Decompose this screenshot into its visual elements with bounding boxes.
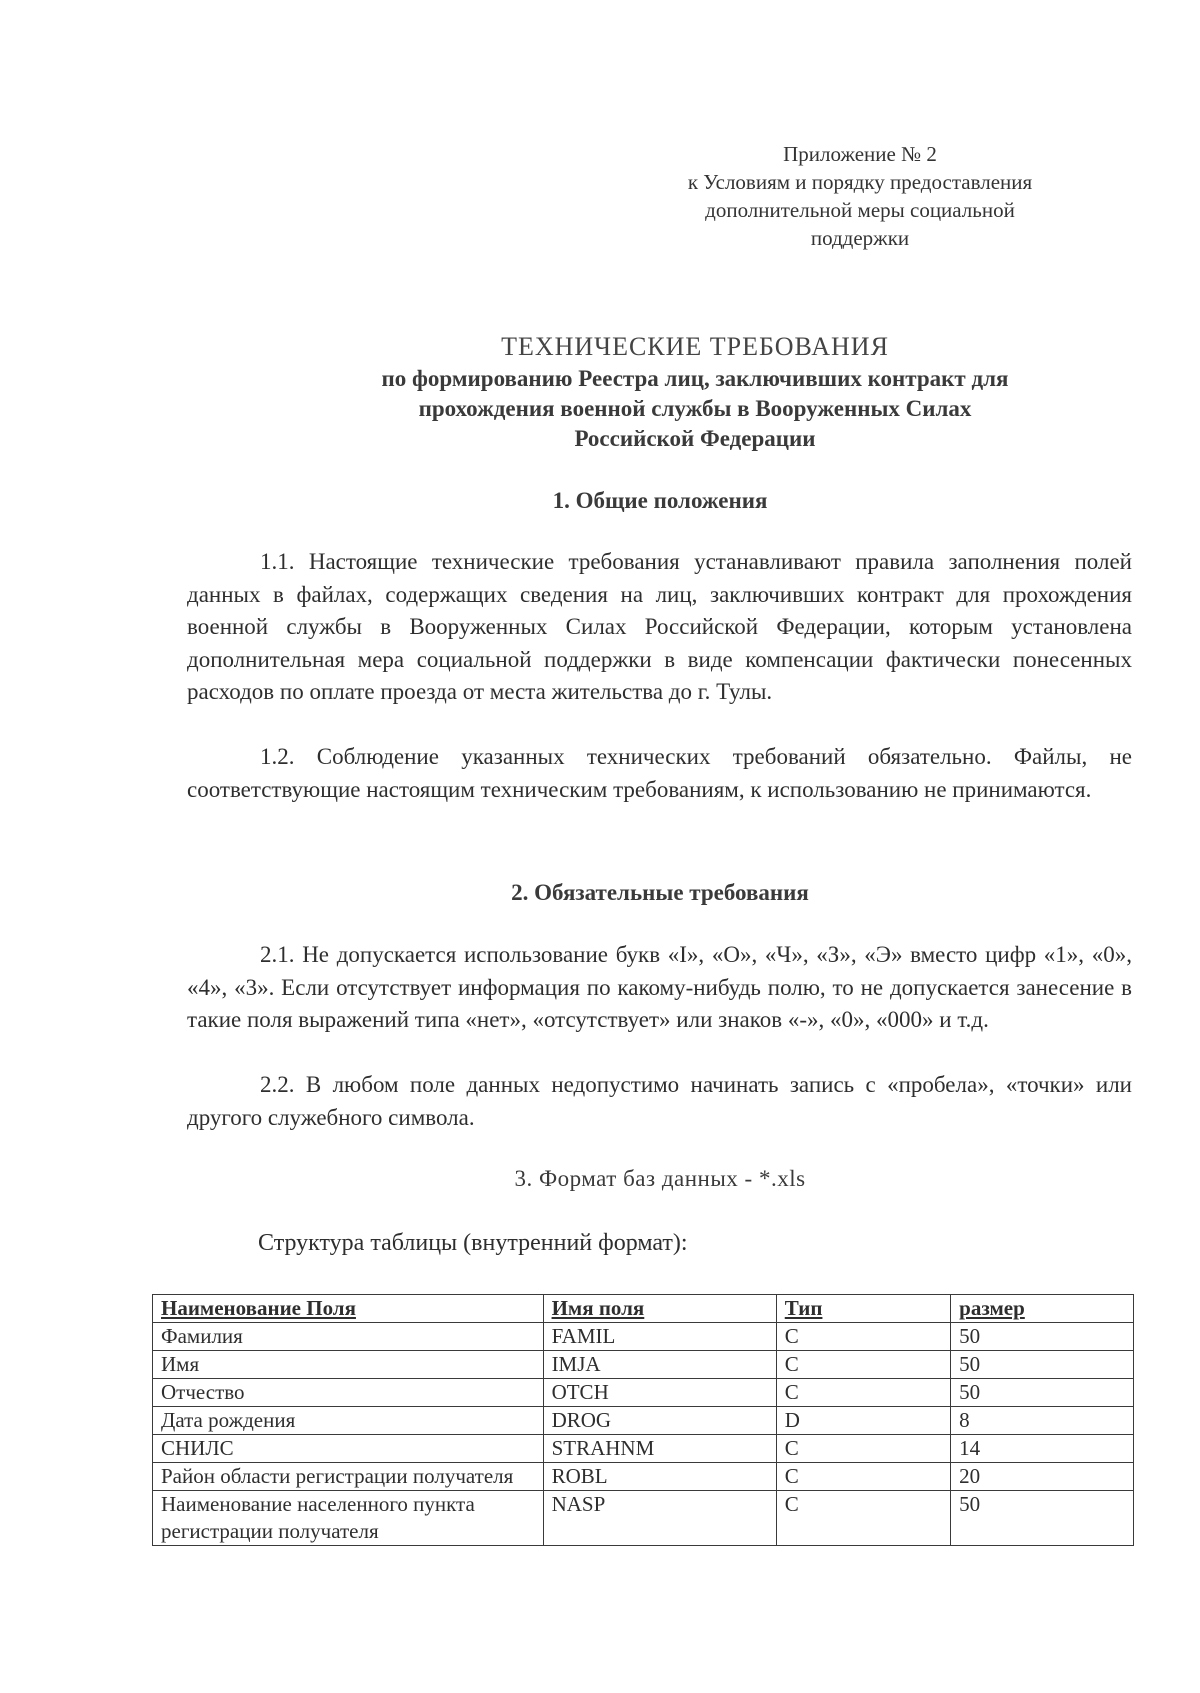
cell-type: C: [776, 1435, 950, 1463]
subtitle-line: прохождения военной службы в Вооруженных Силах: [418, 396, 972, 421]
header-size: размер: [951, 1295, 1134, 1323]
cell-size: 50: [951, 1351, 1134, 1379]
header-field-name: Имя поля: [543, 1295, 776, 1323]
cell-title: Имя: [153, 1351, 544, 1379]
table-row: [153, 1435, 1134, 1463]
cell-size: 50: [951, 1379, 1134, 1407]
table-row: [153, 1379, 1134, 1407]
cell-name: STRAHNM: [543, 1435, 776, 1463]
paragraph-2-1: 2.1. Не допускается использование букв «I», «О», «Ч», «З», «Э» вместо цифр «1», «0», «4», «3». Если отсутствует информация по какому-нибудь полю, то не допускается занесение в такие поля выражений типа «нет», «отсутствует» или знаков «-», «0», «000» и т.д.: [187, 942, 1132, 1032]
cell-size: 20: [951, 1463, 1134, 1491]
structure-label: Структура таблицы (внутренний формат):: [258, 1230, 688, 1256]
paragraph-2-2: 2.2. В любом поле данных недопустимо начинать запись с «пробела», «точки» или другого служебного символа.: [187, 1072, 1132, 1130]
cell-name: NASP: [543, 1491, 776, 1546]
paragraph-1-1: 1.1. Настоящие технические требования устанавливают правила заполнения полей данных в файлах, содержащих сведения на лиц, заключивших контракт для прохождения военной службы в Вооруженных Силах Российской Федерации, которым установлена дополнительная мера социальной поддержки в виде компенсации фактически понесенных расходов по оплате проезда от места жительства до г. Тулы.: [187, 549, 1132, 704]
cell-size: 14: [951, 1435, 1134, 1463]
cell-title: Район области регистрации получателя: [153, 1463, 544, 1491]
cell-title: Наименование населенного пункта регистрации получателя: [153, 1491, 544, 1546]
table-row: [153, 1323, 1134, 1351]
subtitle-line: Российской Федерации: [574, 426, 816, 451]
table-row: [153, 1491, 1134, 1546]
annex-line: Приложение № 2: [783, 142, 937, 166]
cell-name: IMJA: [543, 1351, 776, 1379]
cell-size: 50: [951, 1491, 1134, 1546]
annex-line: поддержки: [810, 226, 910, 250]
paragraph-1-2: 1.2. Соблюдение указанных технических требований обязательно. Файлы, не соответствующие настоящим техническим требованиям, к использованию не принимаются.: [187, 744, 1132, 802]
table-row: [153, 1351, 1134, 1379]
title-main: ТЕХНИЧЕСКИЕ ТРЕБОВАНИЯ: [501, 332, 889, 361]
header-field-title: Наименование Поля: [153, 1295, 544, 1323]
cell-type: C: [776, 1379, 950, 1407]
table-header-row: [153, 1295, 1134, 1323]
title-subtitle: [290, 364, 1100, 454]
document-title: [290, 330, 1100, 454]
cell-size: 50: [951, 1323, 1134, 1351]
annex-line: к Условиям и порядку предоставления: [687, 170, 1033, 194]
cell-title: СНИЛС: [153, 1435, 544, 1463]
section-3-heading: 3. Формат баз данных - *.xls: [514, 1166, 806, 1191]
cell-type: D: [776, 1407, 950, 1435]
section-2-heading: 2. Обязательные требования: [511, 880, 809, 905]
section-1-heading: 1. Общие положения: [552, 488, 768, 513]
cell-type: C: [776, 1323, 950, 1351]
table-row: [153, 1463, 1134, 1491]
fields-table: [152, 1294, 1134, 1546]
cell-size: 8: [951, 1407, 1134, 1435]
cell-title: Фамилия: [153, 1323, 544, 1351]
cell-type: C: [776, 1491, 950, 1546]
cell-name: OTCH: [543, 1379, 776, 1407]
table-row: [153, 1407, 1134, 1435]
header-type: Тип: [776, 1295, 950, 1323]
cell-name: ROBL: [543, 1463, 776, 1491]
subtitle-line: по формированию Реестра лиц, заключивших контракт для: [381, 366, 1009, 391]
cell-title: Отчество: [153, 1379, 544, 1407]
annex-line: дополнительной меры социальной: [705, 198, 1015, 222]
cell-type: C: [776, 1463, 950, 1491]
cell-name: DROG: [543, 1407, 776, 1435]
cell-type: C: [776, 1351, 950, 1379]
cell-title: Дата рождения: [153, 1407, 544, 1435]
annex-reference: [640, 140, 1080, 252]
cell-name: FAMIL: [543, 1323, 776, 1351]
